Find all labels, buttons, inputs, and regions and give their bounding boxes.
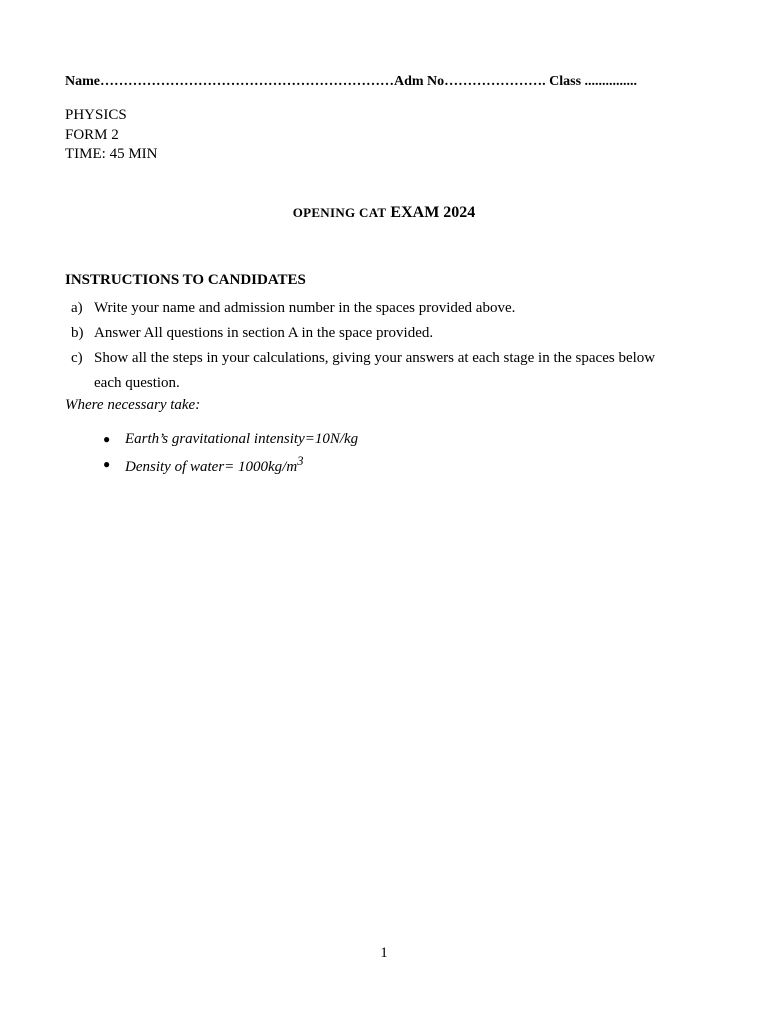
instruction-text: Show all the steps in your calculations, giving your answers at each stage in the spaces below each question. bbox=[94, 350, 656, 391]
exam-title bbox=[0, 204, 768, 222]
constant-text bbox=[125, 450, 303, 478]
exam-title-prefix: OPENING CAT bbox=[292, 205, 387, 220]
bullet-icon: ● bbox=[103, 457, 111, 471]
bullet-icon: ● bbox=[103, 432, 111, 446]
form-level: FORM 2 bbox=[65, 126, 119, 143]
instruction-item bbox=[65, 321, 685, 346]
subject-name: PHYSICS bbox=[65, 107, 127, 123]
instructions-heading: INSTRUCTIONS TO CANDIDATES bbox=[65, 272, 306, 288]
instruction-marker: b) bbox=[71, 325, 84, 341]
instruction-marker: c) bbox=[71, 350, 83, 366]
constants-intro: Where necessary take: bbox=[65, 397, 201, 413]
instruction-marker: a) bbox=[71, 300, 83, 316]
instruction-item bbox=[65, 346, 685, 396]
instruction-text: Answer All questions in section A in the space provided. bbox=[94, 325, 434, 341]
candidate-details-line: Name………………………………………………………Adm No…………………. Class ............... bbox=[65, 74, 638, 89]
instruction-item bbox=[65, 296, 685, 321]
time-allowed: TIME: 45 MIN bbox=[65, 146, 158, 162]
subject-info bbox=[65, 106, 158, 165]
instructions-list bbox=[65, 296, 685, 396]
constant-text-main: Density of water= 1000kg/m bbox=[125, 459, 298, 475]
constant-item bbox=[103, 428, 358, 450]
exam-title-suffix: EXAM 2024 bbox=[390, 204, 476, 221]
constants-list bbox=[103, 428, 358, 478]
constant-text: Earth’s gravitational intensity=10N/kg bbox=[125, 431, 359, 447]
instruction-text: Write your name and admission number in the spaces provided above. bbox=[94, 300, 516, 316]
page-number: 1 bbox=[380, 945, 388, 961]
constant-item bbox=[103, 450, 358, 478]
constant-superscript: 3 bbox=[297, 454, 304, 468]
